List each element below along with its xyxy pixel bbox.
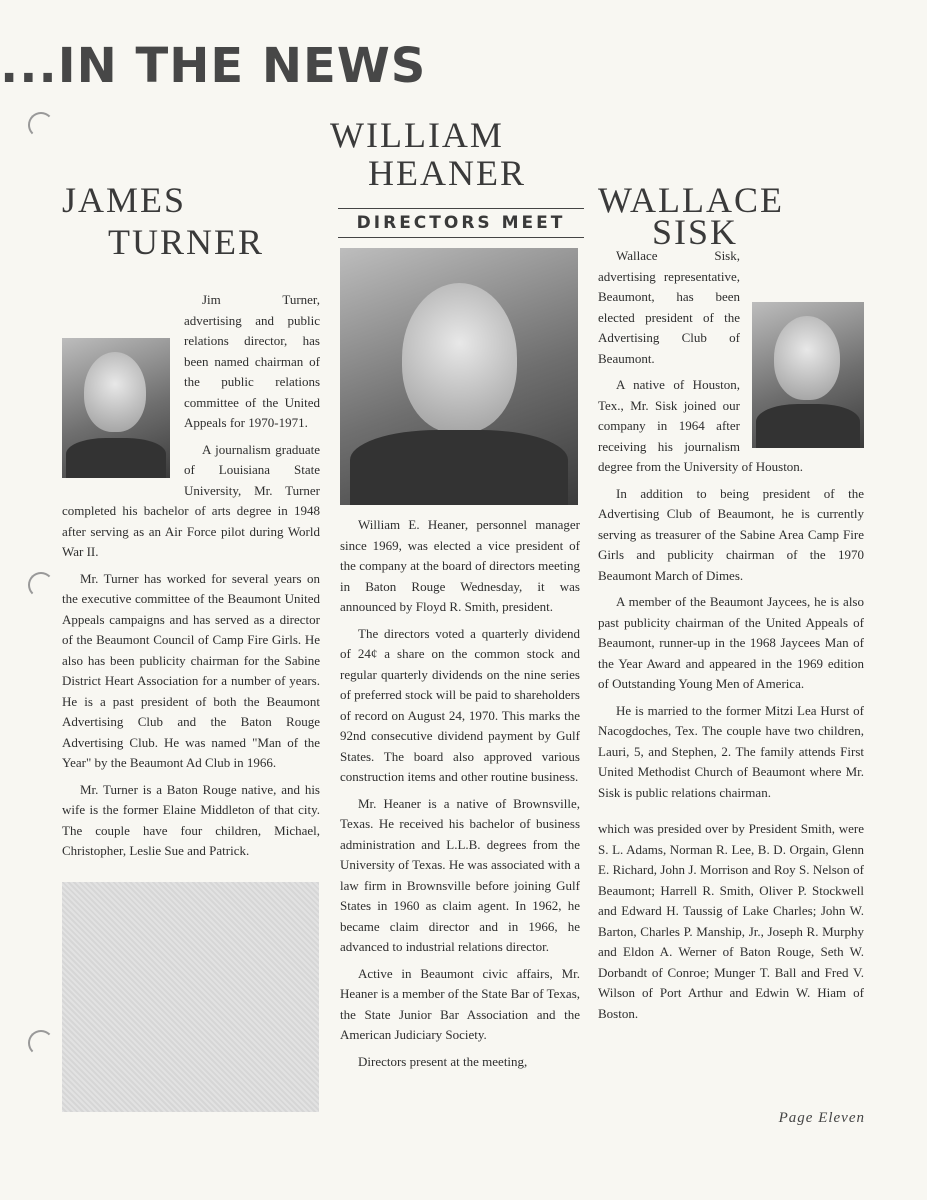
blank-photo-area	[62, 882, 319, 1112]
paragraph: A native of Houston, Tex., Mr. Sisk joined our company in 1964 after receiving his journalism degree from the University of Houston.	[598, 377, 804, 474]
paragraph: Wallace Sisk, advertising representative, Beaumont, has been elected president of the Advertising Club of Beaumont.	[598, 248, 740, 366]
paragraph: Mr. Turner has worked for several years on the executive committee of the Beaumont United Appeals campaigns and has served as a director of the Beaumont Council of Camp Fire Girls. He also has been publicity chairman for the Sabine District Heart Association for a number of years. He is a past president of both the Beaumont Advertising Club and the Baton Rouge Advertising Club. He was named "Man of the Year" by the Beaumont Ad Club in 1966.	[62, 570, 320, 770]
masthead-title: ...IN THE NEWS	[0, 38, 427, 94]
turner-article	[62, 290, 320, 1112]
heaner-name-last: HEANER	[368, 153, 526, 193]
heaner-name-first: WILLIAM	[330, 115, 504, 155]
paragraph: Active in Beaumont civic affairs, Mr. Heaner is a member of the State Bar of Texas, the State Junior Bar Association and the American Judiciary Society.	[340, 965, 580, 1042]
paragraph: Directors present at the meeting,	[358, 1053, 528, 1069]
heaner-article	[340, 515, 580, 1078]
paragraph: The directors voted a quarterly dividend of 24¢ a share on the common stock and regular quarterly dividends on the nine series of preferred stock will be paid to shareholders of record on August 24, 1970. This marks the 92nd consecutive dividend payment by Gulf States. The board also approved various construction items and other routine business.	[340, 625, 580, 784]
paragraph: William E. Heaner, personnel manager since 1969, was elected a vice president of the company at the board of directors meeting in Baton Rouge Wednesday, it was announced by Floyd R. Smith, president.	[340, 517, 580, 614]
page-number: Page Eleven	[778, 1110, 865, 1126]
turner-portrait	[62, 338, 170, 478]
sisk-article	[598, 246, 864, 1030]
punch-hole	[28, 112, 54, 138]
sisk-portrait	[752, 302, 864, 448]
paragraph: He is married to the former Mitzi Lea Hurst of Nacogdoches, Tex. The couple have two children, Lauri, 5, and Stephen, 2. The family attends First United Methodist Church of Beaumont where Mr. Sisk is public relations chairman.	[598, 702, 864, 800]
section-heading: DIRECTORS MEET	[338, 208, 584, 238]
paragraph: A member of the Beaumont Jaycees, he is also past publicity chairman of the United Appeals of Beaumont, runner-up in the 1968 Jaycees Man of the Year Award and appeared in the 1969 edition of Outstanding Young Men of America.	[598, 594, 864, 691]
sisk-name-last: SISK	[652, 212, 739, 252]
turner-name-first: JAMES	[62, 180, 187, 220]
directors-continued: which was presided over by President Smith, were S. L. Adams, Norman R. Lee, B. D. Orgain, Glenn E. Richard, John J. Morrison and Roy S. Nelson of Beaumont; Harrell R. Smith, Oliver P. Stockwell and Edward H. Taussig of Lake Charles; John W. Barton, Charles P. Manship, Jr., Joseph R. Murphy and Eldon A. Werner of Baton Rouge, Seth W. Dorbandt of Conroe; Munger T. Ball and Fred V. Wilson of Port Arthur and Edwin W. Hiam of Boston.	[598, 821, 864, 1021]
paragraph: Mr. Heaner is a native of Brownsville, Texas. He received his bachelor of business administration and L.L.B. degrees from the University of Texas. He was associated with a law firm in Brownsville before joining Gulf States in 1960 as claim agent. In 1962, he became claim director and in 1966, he advanced to industrial relations director.	[340, 795, 580, 954]
paragraph: Jim Turner, advertising and public relations director, has been named chairman of the public relations committee of the United Appeals for 1970-1971.	[184, 292, 320, 430]
punch-hole	[28, 1030, 54, 1056]
turner-name-last: TURNER	[108, 222, 264, 262]
heaner-portrait	[340, 248, 578, 505]
paragraph: In addition to being president of the Advertising Club of Beaumont, he is currently serving as treasurer of the Sabine Area Camp Fire Girls and publicity chairman of the 1970 Beaumont March of Dimes.	[598, 485, 864, 583]
sisk-name-first: WALLACE	[598, 180, 784, 220]
punch-hole	[28, 572, 54, 598]
paragraph: Mr. Turner is a Baton Rouge native, and his wife is the former Elaine Middleton of that city. The couple have four children, Michael, Christopher, Leslie Sue and Patrick.	[62, 781, 320, 858]
paragraph: A journalism graduate of Louisiana State University, Mr. Turner completed his bachelor of arts degree in 1948 after serving as an Air Force pilot during World War II.	[62, 441, 320, 559]
